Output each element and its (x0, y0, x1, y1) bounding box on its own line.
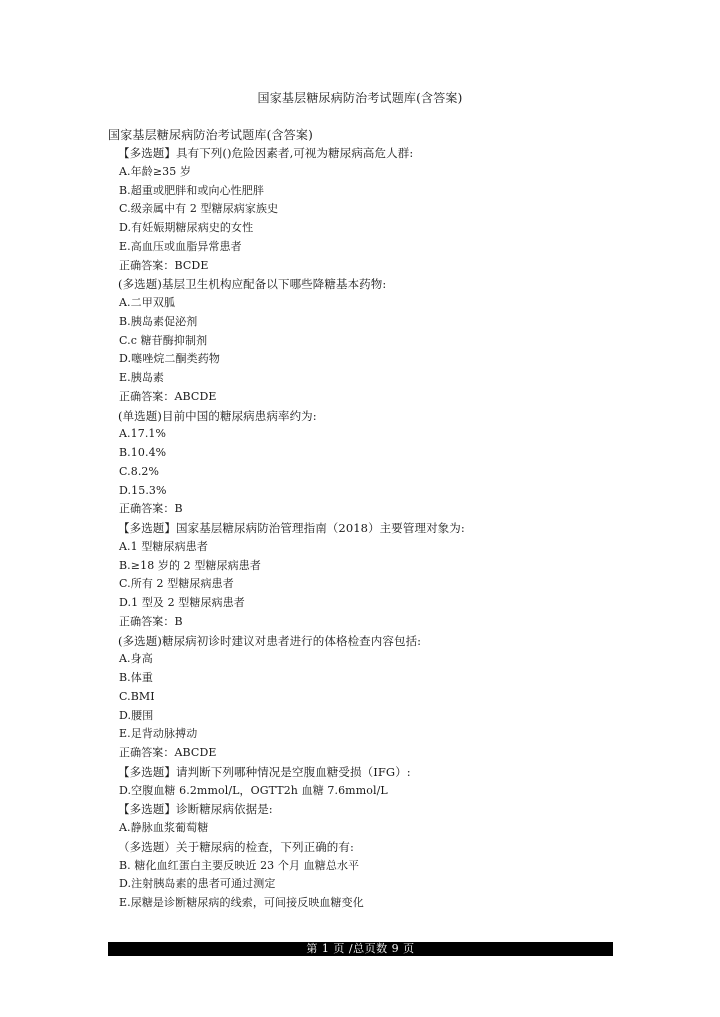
option-text: D.15.3% (119, 483, 167, 497)
option-text: C.级亲属中有 2 型糖尿病家族史 (119, 202, 279, 216)
question-text: (多选题)基层卫生机构应配备以下哪些降糖基本药物: (118, 277, 387, 292)
question-text: (多选题)糖尿病初诊时建议对患者进行的体格检查内容包括: (118, 633, 422, 648)
question-text: (单选题)目前中国的糖尿病患病率约为: (118, 408, 317, 423)
answer-text: 正确答案：B (119, 614, 183, 628)
option-text: E.胰岛素 (119, 371, 165, 384)
option-text: D.注射胰岛素的患者可通过测定 (119, 877, 276, 891)
option-text: D.腰围 (119, 708, 154, 722)
option-text: A.身高 (119, 652, 153, 666)
option-text: D.1 型及 2 型糖尿病患者 (119, 596, 245, 609)
document-subtitle: 国家基层糖尿病防治考试题库(含答案) (108, 128, 313, 142)
option-text: B. 糖化血红蛋白主要反映近 23 个月 血糖总水平 (119, 858, 360, 872)
option-text: E.尿糖是诊断糖尿病的线索，可间接反映血糖变化 (119, 896, 364, 909)
option-text: A.17.1% (119, 427, 167, 441)
option-text: C.BMI (119, 689, 155, 703)
option-text: A.静脉血浆葡萄糖 (119, 821, 209, 834)
option-text: A.二甲双胍 (119, 296, 176, 309)
option-text: D.空腹血糖 6.2mmol/L，OGTT2h 血糖 7.6mmol/L (119, 783, 388, 797)
page-footer-bar (108, 942, 613, 956)
option-text: B.≥18 岁的 2 型糖尿病患者 (119, 558, 261, 572)
option-text: A.年龄≥35 岁 (119, 164, 192, 178)
option-text: C.c 糖苷酶抑制剂 (119, 333, 208, 347)
question-text: 【多选题】诊断糖尿病依据是: (118, 802, 273, 817)
answer-text: 正确答案：ABCDE (119, 389, 217, 403)
option-text: D.有妊娠期糖尿病史的女性 (119, 221, 254, 234)
option-text: E.足背动脉搏动 (119, 727, 198, 741)
page-title: 国家基层糖尿病防治考试题库(含答案) (257, 91, 463, 105)
question-text: 【多选题】请判断下列哪种情况是空腹血糖受损（IFG）: (118, 764, 411, 779)
option-text: C.8.2% (119, 464, 160, 478)
option-text: B.体重 (119, 671, 153, 684)
question-text: （多选题）关于糖尿病的检查，下列正确的有: (118, 839, 354, 854)
answer-text: 正确答案：BCDE (119, 258, 209, 272)
question-text: 【多选题】国家基层糖尿病防治管理指南（2018）主要管理对象为: (118, 521, 465, 535)
option-text: A.1 型糖尿病患者 (119, 539, 208, 553)
option-text: D.噻唑烷二酮类药物 (119, 352, 220, 366)
option-text: B.胰岛素促泌剂 (119, 314, 198, 328)
option-text: B.10.4% (119, 446, 167, 459)
option-text: B.超重或肥胖和或向心性肥胖 (119, 183, 264, 197)
answer-text: 正确答案：ABCDE (119, 746, 217, 759)
page-number-label: 第 1 页 /总页数 9 页 (306, 942, 415, 955)
question-list (118, 144, 618, 913)
answer-text: 正确答案：B (119, 502, 183, 516)
option-text: E.高血压或血脂异常患者 (119, 239, 242, 253)
question-text: 【多选题】具有下列()危险因素者,可视为糖尿病高危人群: (118, 146, 414, 160)
option-text: C.所有 2 型糖尿病患者 (119, 577, 234, 591)
